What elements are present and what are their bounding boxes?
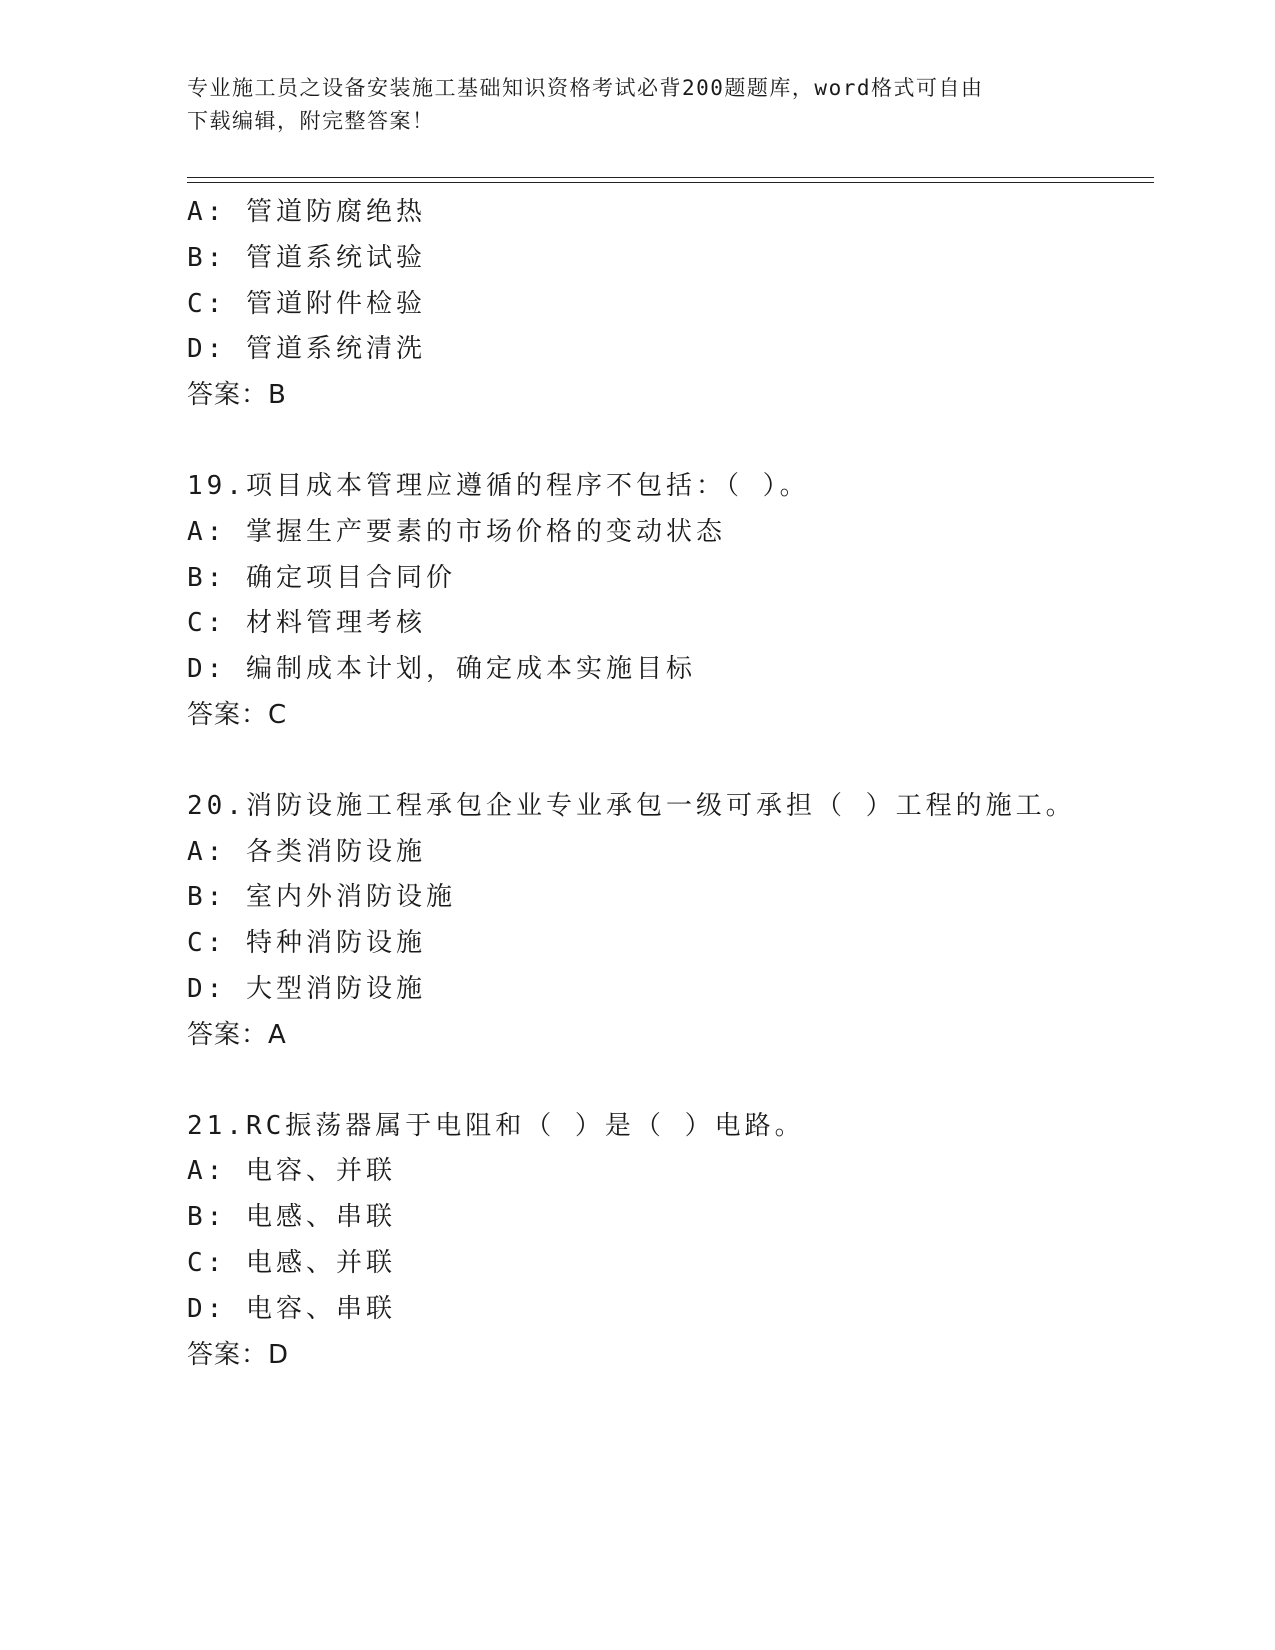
question-text: 19.项目成本管理应遵循的程序不包括：（ ）。	[187, 470, 810, 501]
option-d: D: 电容、串联	[187, 1293, 396, 1324]
option-b: B: 管道系统试验	[187, 242, 426, 273]
answer: 答案：C	[187, 699, 288, 730]
option-b: B: 确定项目合同价	[187, 562, 456, 593]
answer: 答案：B	[187, 380, 287, 411]
question-19	[187, 464, 1147, 739]
option-d: D: 管道系统清洗	[187, 334, 426, 365]
option-c: C: 电感、并联	[187, 1247, 396, 1278]
question-text: 20.消防设施工程承包企业专业承包一级可承担（ ）工程的施工。	[187, 790, 1076, 821]
header-divider-bottom	[187, 182, 1154, 183]
option-c: C: 管道附件检验	[187, 288, 426, 319]
spacer	[187, 419, 1147, 464]
answer: 答案：D	[187, 1339, 290, 1370]
header-line-1: 专业施工员之设备安装施工基础知识资格考试必背200题题库，word格式可自由	[187, 76, 984, 100]
question-18	[187, 190, 1147, 419]
spacer	[187, 739, 1147, 784]
spacer	[187, 1059, 1147, 1104]
option-b: B: 电感、串联	[187, 1202, 396, 1233]
question-20	[187, 784, 1147, 1059]
option-b: B: 室内外消防设施	[187, 882, 456, 913]
header-divider-top	[187, 177, 1154, 178]
option-a: A: 掌握生产要素的市场价格的变动状态	[187, 516, 726, 547]
question-text: 21.RC振荡器属于电阻和（ ）是（ ）电路。	[187, 1110, 805, 1141]
question-list	[187, 190, 1147, 1378]
document-header	[187, 72, 1067, 138]
option-a: A: 各类消防设施	[187, 836, 426, 867]
option-a: A: 电容、并联	[187, 1156, 396, 1187]
option-a: A: 管道防腐绝热	[187, 197, 426, 227]
answer: 答案：A	[187, 1019, 287, 1050]
question-21	[187, 1104, 1147, 1379]
header-line-2: 下载编辑，附完整答案！	[187, 109, 435, 133]
option-c: C: 材料管理考核	[187, 608, 426, 639]
option-d: D: 大型消防设施	[187, 973, 426, 1004]
option-c: C: 特种消防设施	[187, 928, 426, 959]
option-d: D: 编制成本计划，确定成本实施目标	[187, 654, 696, 685]
